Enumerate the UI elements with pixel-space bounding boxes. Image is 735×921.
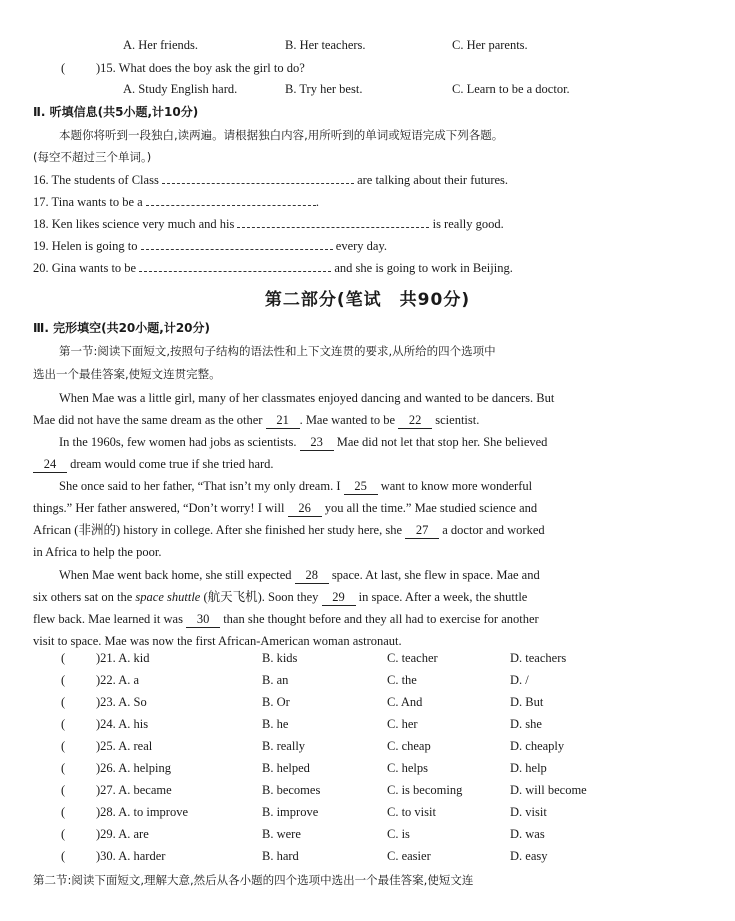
option-b: B. he bbox=[262, 717, 289, 731]
item-18-pre: 18. Ken likes science very much and his bbox=[33, 217, 235, 231]
mcq-row-26 bbox=[0, 761, 735, 779]
option-d: D. visit bbox=[510, 805, 547, 819]
passage-p3-line3 bbox=[33, 522, 545, 539]
answer-blank-20[interactable] bbox=[139, 259, 331, 272]
option-d: D. / bbox=[510, 673, 529, 687]
cloze-blank-25[interactable]: 25 bbox=[344, 478, 378, 495]
passage-p4-line1 bbox=[59, 567, 540, 584]
section3-part1-instruction-1: 第一节:阅读下面短文,按照句子结构的语法性和上下文连贯的要求,从所给的四个选项中 bbox=[59, 344, 496, 358]
option-b: B. kids bbox=[262, 651, 298, 665]
option-c: C. the bbox=[387, 673, 417, 687]
mcq-row-25 bbox=[0, 739, 735, 757]
passage-text: space. At last, she flew in space. Mae and bbox=[331, 568, 540, 582]
section3-heading: Ⅲ. 完形填空(共20小题,计20分) bbox=[33, 321, 211, 335]
answer-paren[interactable]: ( bbox=[61, 695, 66, 709]
item-17-pre: 17. Tina wants to be a bbox=[33, 195, 143, 209]
option-b: B. helped bbox=[262, 761, 310, 775]
passage-text: things.” Her father answered, “Don’t worry! I will bbox=[33, 501, 285, 515]
passage-text: scientist. bbox=[435, 413, 480, 427]
option-d: D. teachers bbox=[510, 651, 567, 665]
section3-part2-instruction: 第二节:阅读下面短文,理解大意,然后从各小题的四个选项中选出一个最佳答案,使短文连 bbox=[33, 873, 474, 887]
passage-p1-line1: When Mae was a little girl, many of her classmates enjoyed dancing and wanted to be dancers. But bbox=[59, 391, 555, 405]
mcq-row-30 bbox=[0, 849, 735, 867]
answer-blank-18[interactable] bbox=[237, 215, 429, 228]
option-a: )25. A. real bbox=[96, 739, 153, 753]
answer-paren[interactable]: ( bbox=[61, 827, 66, 841]
passage-p3-line2 bbox=[33, 500, 537, 517]
answer-paren[interactable]: ( bbox=[61, 739, 66, 753]
cloze-blank-24[interactable]: 24 bbox=[33, 456, 67, 473]
cloze-blank-21[interactable]: 21 bbox=[266, 412, 300, 429]
answer-paren[interactable]: ( bbox=[61, 761, 66, 775]
passage-p2-line2 bbox=[33, 456, 274, 473]
passage-p1-line2 bbox=[33, 412, 479, 429]
answer-blank-17[interactable] bbox=[146, 193, 316, 206]
option-c: C. helps bbox=[387, 761, 428, 775]
passage-p4-line4: visit to space. Mae was now the first African-American woman astronaut. bbox=[33, 634, 402, 648]
passage-p3-line1 bbox=[59, 478, 532, 495]
passage-p2-line1 bbox=[59, 434, 547, 451]
option-a-top: A. Her friends. bbox=[123, 38, 198, 52]
mcq-row-28 bbox=[0, 805, 735, 823]
mcq-row-29 bbox=[0, 827, 735, 845]
answer-paren[interactable]: ( bbox=[61, 717, 66, 731]
option-c: C. And bbox=[387, 695, 423, 709]
item-18 bbox=[33, 215, 504, 232]
cloze-blank-26[interactable]: 26 bbox=[288, 500, 322, 517]
option-d: D. cheaply bbox=[510, 739, 565, 753]
passage-text: She once said to her father, “That isn’t my only dream. I bbox=[59, 479, 341, 493]
passage-p4-line2 bbox=[33, 589, 527, 606]
section2-instruction-1: 本题你将听到一段独白,读两遍。请根据独白内容,用所听到的单词或短语完成下列各题。 bbox=[59, 128, 504, 142]
passage-italic-term: space shuttle bbox=[135, 590, 201, 604]
option-d: D. help bbox=[510, 761, 547, 775]
option-b: B. hard bbox=[262, 849, 299, 863]
cloze-blank-30[interactable]: 30 bbox=[186, 611, 220, 628]
passage-text: . Mae wanted to be bbox=[299, 413, 396, 427]
option-a: )24. A. his bbox=[96, 717, 149, 731]
option-b: B. improve bbox=[262, 805, 319, 819]
option-b: B. an bbox=[262, 673, 289, 687]
cloze-blank-28[interactable]: 28 bbox=[295, 567, 329, 584]
item-17 bbox=[33, 193, 319, 210]
option-a: )26. A. helping bbox=[96, 761, 171, 775]
mcq-row-22 bbox=[0, 673, 735, 691]
option-d: D. But bbox=[510, 695, 544, 709]
item-18-post: is really good. bbox=[432, 217, 504, 231]
item-16 bbox=[33, 171, 508, 188]
passage-text: in space. After a week, the shuttle bbox=[358, 590, 528, 604]
option-c-top: C. Her parents. bbox=[452, 38, 528, 52]
option-a: )30. A. harder bbox=[96, 849, 166, 863]
passage-text: Mae did not have the same dream as the other bbox=[33, 413, 263, 427]
item-19-pre: 19. Helen is going to bbox=[33, 239, 138, 253]
item-20 bbox=[33, 259, 513, 276]
option-c: C. to visit bbox=[387, 805, 436, 819]
option-b: B. really bbox=[262, 739, 306, 753]
passage-text: (航天飞机). Soon they bbox=[203, 590, 319, 604]
item-16-post: are talking about their futures. bbox=[357, 173, 509, 187]
passage-text: African (非洲的) history in college. After she finished her study here, she bbox=[33, 523, 402, 537]
option-a: )27. A. became bbox=[96, 783, 172, 797]
answer-paren[interactable]: ( bbox=[61, 849, 66, 863]
item-17-post: . bbox=[315, 195, 319, 209]
mcq-row-21 bbox=[0, 651, 735, 669]
option-a: )22. A. a bbox=[96, 673, 140, 687]
option-c: C. cheap bbox=[387, 739, 431, 753]
option-a: )29. A. are bbox=[96, 827, 149, 841]
option-c: C. easier bbox=[387, 849, 431, 863]
option-b-top: B. Her teachers. bbox=[285, 38, 366, 52]
mcq-row-24 bbox=[0, 717, 735, 735]
item-20-pre: 20. Gina wants to be bbox=[33, 261, 137, 275]
q15-option-c: C. Learn to be a doctor. bbox=[452, 82, 570, 96]
q15-option-b: B. Try her best. bbox=[285, 82, 363, 96]
passage-text: Mae did not let that stop her. She believed bbox=[336, 435, 548, 449]
option-a: )21. A. kid bbox=[96, 651, 150, 665]
option-a: )28. A. to improve bbox=[96, 805, 189, 819]
option-b: B. were bbox=[262, 827, 301, 841]
passage-text: six others sat on the bbox=[33, 590, 133, 604]
passage-text: dream would come true if she tried hard. bbox=[70, 457, 274, 471]
mcq-row-23 bbox=[0, 695, 735, 713]
item-19-post: every day. bbox=[335, 239, 388, 253]
passage-text: you all the time.” Mae studied science and bbox=[324, 501, 538, 515]
answer-blank-16[interactable] bbox=[162, 171, 354, 184]
section3-part1-instruction-2: 选出一个最佳答案,使短文连贯完整。 bbox=[33, 367, 221, 381]
passage-text: a doctor and worked bbox=[442, 523, 545, 537]
section2-instruction-2: (每空不超过三个单词。) bbox=[33, 150, 152, 164]
option-b: B. becomes bbox=[262, 783, 321, 797]
item-16-pre: 16. The students of Class bbox=[33, 173, 159, 187]
passage-p4-line3 bbox=[33, 611, 539, 628]
passage-p3-line4: in Africa to help the poor. bbox=[33, 545, 162, 559]
option-a: )23. A. So bbox=[96, 695, 147, 709]
option-c: C. is becoming bbox=[387, 783, 463, 797]
passage-text: want to know more wonderful bbox=[380, 479, 533, 493]
section2-heading: Ⅱ. 听填信息(共5小题,计10分) bbox=[33, 105, 199, 119]
cloze-blank-23[interactable]: 23 bbox=[300, 434, 334, 451]
item-19 bbox=[33, 237, 387, 254]
passage-text: When Mae went back home, she still expected bbox=[59, 568, 292, 582]
part-title: 第二部分(笔试 共90分) bbox=[264, 290, 471, 310]
q15-option-a: A. Study English hard. bbox=[123, 82, 238, 96]
answer-blank-19[interactable] bbox=[141, 237, 333, 250]
option-b: B. Or bbox=[262, 695, 290, 709]
answer-paren[interactable]: ( bbox=[61, 673, 66, 687]
answer-paren[interactable]: ( bbox=[61, 783, 66, 797]
answer-paren[interactable]: ( bbox=[61, 651, 66, 665]
option-d: D. easy bbox=[510, 849, 548, 863]
mcq-row-27 bbox=[0, 783, 735, 801]
option-c: C. is bbox=[387, 827, 410, 841]
cloze-blank-27[interactable]: 27 bbox=[405, 522, 439, 539]
option-d: D. she bbox=[510, 717, 542, 731]
answer-paren[interactable]: ( bbox=[61, 805, 66, 819]
item-20-post: and she is going to work in Beijing. bbox=[334, 261, 513, 275]
option-c: C. her bbox=[387, 717, 418, 731]
passage-text: In the 1960s, few women had jobs as scientists. bbox=[59, 435, 297, 449]
option-d: D. was bbox=[510, 827, 545, 841]
q15-stem: )15. What does the boy ask the girl to do? bbox=[96, 61, 305, 75]
option-c: C. teacher bbox=[387, 651, 438, 665]
passage-text: flew back. Mae learned it was bbox=[33, 612, 183, 626]
passage-text: than she thought before and they all had to exercise for another bbox=[223, 612, 539, 626]
q15-paren: ( bbox=[61, 61, 66, 75]
option-d: D. will become bbox=[510, 783, 587, 797]
cloze-blank-22[interactable]: 22 bbox=[398, 412, 432, 429]
cloze-blank-29[interactable]: 29 bbox=[322, 589, 356, 606]
